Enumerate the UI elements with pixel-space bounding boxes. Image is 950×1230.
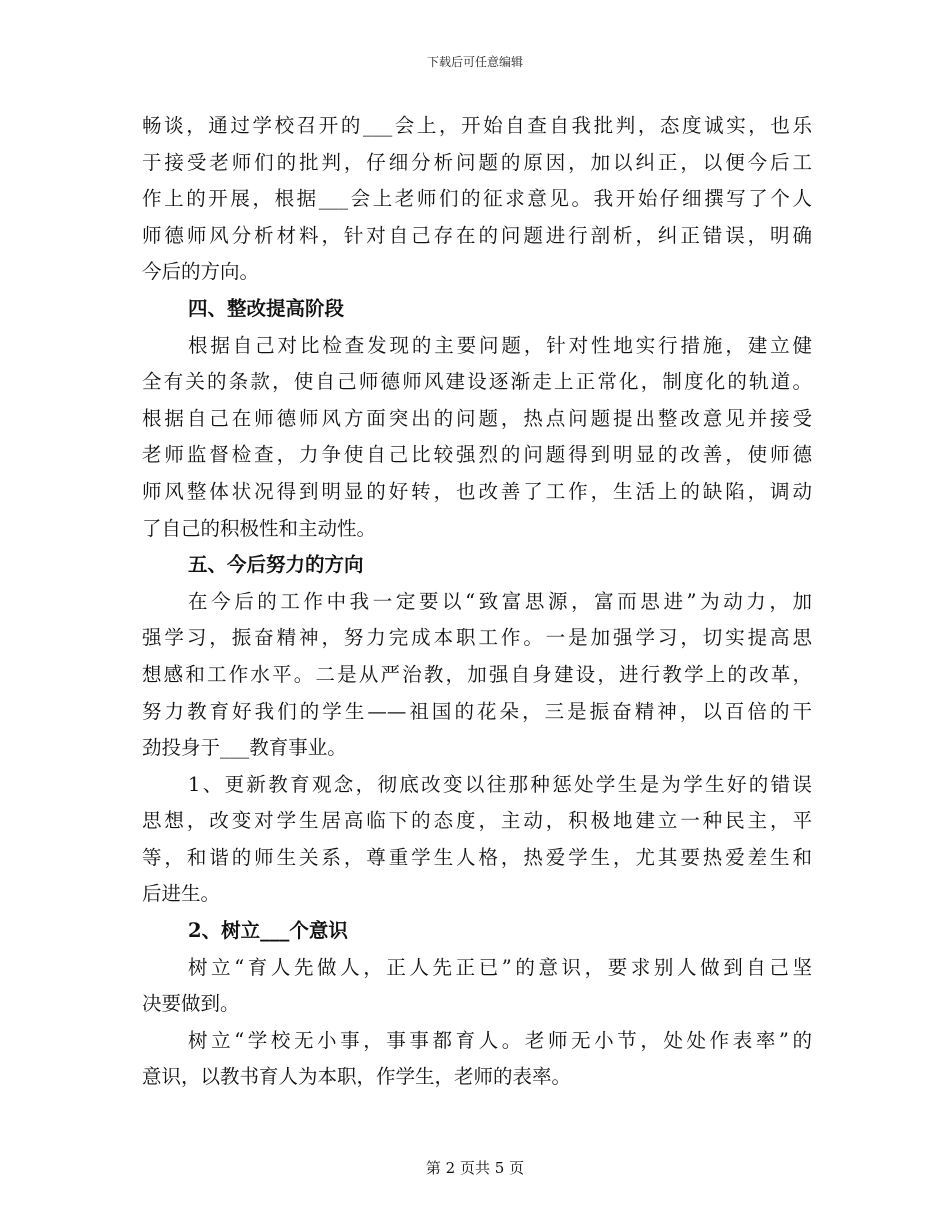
page-footer: 第 2 页共 5 页 <box>425 1159 525 1177</box>
paragraph-line: 老师监督检查，力争使自己比较强烈的问题得到明显的改善，使师德 <box>142 443 812 467</box>
paragraph-line: 根据自己对比检查发现的主要问题，针对性地实行措施，建立健 <box>188 333 812 357</box>
paragraph-line: 作上的开展，根据___会上老师们的征求意见。我开始仔细撰写了个人 <box>142 187 812 211</box>
paragraph-line: 劲投身于___教育事业。 <box>142 736 347 760</box>
section-heading: 五、今后努力的方向 <box>188 553 364 577</box>
paragraph-line: 师德师风分析材料，针对自己存在的问题进行剖析，纠正错误，明确 <box>142 223 812 247</box>
paragraph-line: 强学习，振奋精神，努力完成本职工作。一是加强学习，切实提高思 <box>142 626 812 650</box>
paragraph-line: 了自己的积极性和主动性。 <box>142 516 377 540</box>
section-heading: 四、整改提高阶段 <box>188 296 345 320</box>
paragraph-line: 想感和工作水平。二是从严治教，加强自身建设，进行教学上的改革， <box>142 662 812 686</box>
paragraph-line: 努力教育好我们的学生——祖国的花朵，三是振奋精神，以百倍的干 <box>142 699 812 723</box>
page-header: 下载后可任意编辑 <box>426 55 523 69</box>
paragraph-line: 1、更新教育观念，彻底改变以往那种惩处学生是为学生好的错误 <box>188 772 812 796</box>
paragraph-line: 师风整体状况得到明显的好转，也改善了工作，生活上的缺陷，调动 <box>142 479 812 503</box>
paragraph-line: 意识，以教书育人为本职，作学生，老师的表率。 <box>142 1065 572 1089</box>
paragraph-line: 树立“育人先做人，正人先正已”的意识，要求别人做到自己坚 <box>188 955 812 979</box>
paragraph-line: 等，和谐的师生关系，尊重学生人格，热爱学生，尤其要热爱差生和 <box>142 845 812 869</box>
paragraph-line: 畅谈，通过学校召开的___会上，开始自查自我批判，态度诚实，也乐 <box>142 114 812 137</box>
paragraph-line: 在今后的工作中我一定要以“致富思源，富而思进”为动力，加 <box>188 589 812 613</box>
paragraph-line: 思想，改变对学生居高临下的态度，主动，积极地建立一种民主，平 <box>142 809 812 833</box>
paragraph-line: 后进生。 <box>142 882 221 906</box>
paragraph-line: 于接受老师们的批判，仔细分析问题的原因，加以纠正，以便今后工 <box>142 150 812 174</box>
document-body <box>142 108 812 1096</box>
section-heading: 2、树立___个意识 <box>188 919 348 943</box>
paragraph-line: 根据自己在师德师风方面突出的问题，热点问题提出整改意见并接受 <box>142 406 812 430</box>
paragraph-line: 全有关的条款，使自己师德师风建设逐渐走上正常化，制度化的轨道。 <box>142 370 812 394</box>
paragraph-line: 今后的方向。 <box>142 260 260 284</box>
paragraph-line: 树立“学校无小事，事事都育人。老师无小节，处处作表率”的 <box>188 1028 812 1052</box>
paragraph-line: 决要做到。 <box>142 992 240 1016</box>
